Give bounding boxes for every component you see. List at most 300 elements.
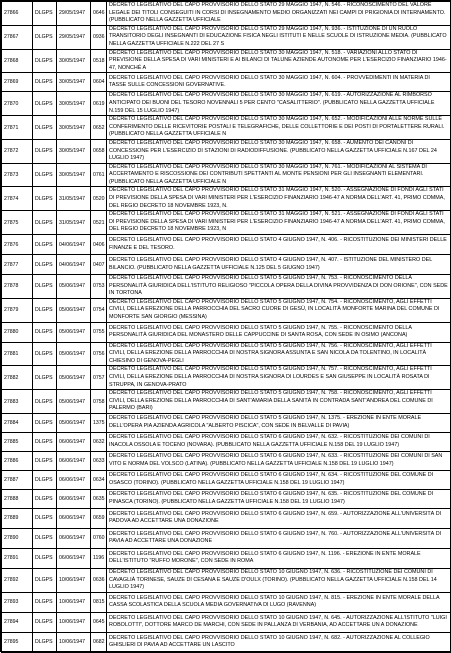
decree-type: DLGPS <box>35 535 53 542</box>
decree-description-cell <box>107 322 451 342</box>
decree-date: 30/05/1947 <box>59 79 85 86</box>
decree-type: DLGPS <box>35 515 53 522</box>
decree-date-cell <box>57 528 91 548</box>
decree-description: DECRETO LEGISLATIVO DEL CAPO PROVVISORIO DELLO STATO 5 GIUGNO 1947, N. 754. - RICONOSCIMENTO, AGLI EFFETTI CIVILI, DELLA EREZIONE DELLA PARROCCHIA DEL SACRO CUORE DI GESÙ, IN LOCALITÀ MONFORTE MARINA DEL COMUNE DI MONFORTE SAN GIORGIO (MESSINA) <box>109 298 440 320</box>
decree-number: 27889 <box>4 515 19 522</box>
decree-date-cell <box>57 25 91 49</box>
decree-description: DECRETO LEGISLATIVO DEL CAPO PROVVISORIO DELLO STATO 10 GIUGNO 1947, N. 682. - AUTORIZZAZIONE AL COLLEGIO GHISLIERI DI PAVIA AD ACCETTARE UN LASCITO <box>109 634 430 649</box>
decree-type: DLGPS <box>35 261 53 268</box>
decree-number-cell <box>2 508 33 528</box>
decree-type-cell <box>33 508 57 528</box>
decree-description-cell <box>107 2 451 26</box>
decree-code-cell <box>91 275 107 299</box>
decree-description-cell <box>107 413 451 432</box>
decree-description-cell <box>107 116 451 140</box>
decree-date-cell <box>57 489 91 508</box>
decree-number-cell <box>2 275 33 299</box>
decree-code: 0619 <box>93 100 105 107</box>
decree-code: 0761 <box>93 172 105 179</box>
decree-date-cell <box>57 592 91 612</box>
table-row <box>2 451 451 470</box>
decree-type: DLGPS <box>35 172 53 179</box>
decree-number-cell <box>2 632 33 652</box>
decree-date: 10/06/1947 <box>59 599 85 606</box>
decree-date: 05/06/1947 <box>59 283 85 290</box>
decree-date: 06/06/1947 <box>59 476 85 483</box>
decree-type: DLGPS <box>35 219 53 226</box>
decree-date-cell <box>57 548 91 568</box>
decree-code-cell <box>91 366 107 390</box>
decree-code: 0635 <box>93 495 105 502</box>
decree-number-cell <box>2 342 33 366</box>
decree-code-cell <box>91 489 107 508</box>
table-row <box>2 255 451 275</box>
decree-type: DLGPS <box>35 374 53 381</box>
decree-date: 10/06/1947 <box>59 639 85 646</box>
decree-code-cell <box>91 342 107 366</box>
decree-table <box>1 1 451 653</box>
decree-code: 0755 <box>93 329 105 336</box>
decree-type-cell <box>33 73 57 92</box>
decree-number-cell <box>2 528 33 548</box>
decree-date-cell <box>57 49 91 73</box>
decree-number-cell <box>2 187 33 211</box>
decree-date: 06/06/1947 <box>59 495 85 502</box>
decree-date-cell <box>57 612 91 632</box>
decree-code: 0659 <box>93 515 105 522</box>
decree-date-cell <box>57 568 91 592</box>
decree-date-cell <box>57 451 91 470</box>
decree-description-cell <box>107 255 451 275</box>
decree-type-cell <box>33 413 57 432</box>
decree-description: DECRETO LEGISLATIVO DEL CAPO PROVVISORIO DELLO STATO 6 GIUGNO 1947, N. 635. - RICOSTITUZIONE DEL COMUNE DI PINASCA (TORINO). (PUBBLICATO NELLA GAZZETTA UFFICIALE N.158 DEL 19 LUGLIO 1947) <box>109 491 434 505</box>
decree-number-cell <box>2 592 33 612</box>
decree-description: DECRETO LEGISLATIVO DEL CAPO PROVVISORIO DELLO STATO 5 GIUGNO 1947, N. 755. - RICONOSCIMENTO DELLA PERSONALITÀ GIURIDICA DEL MONASTERO DELLE CAPPUCCINE DI SANTA ROSA, CON SEDE IN OSIMO (ANCONA) <box>109 324 412 339</box>
decree-rows <box>2 2 451 653</box>
decree-code: 0754 <box>93 307 105 314</box>
decree-description: DECRETO LEGISLATIVO DEL CAPO PROVVISORIO DELLO STATO 6 GIUGNO 1947, N. 632. - RICOSTITUZIONE DEI COMUNI DI INACOLA OSSOLA E TOCENO (NOVARA). (PUBBLICATO NELLA GAZZETTA UFFICIALE N.158 DEL 19 LUGLIO 1947) <box>109 434 430 448</box>
decree-type: DLGPS <box>35 283 53 290</box>
decree-code: 0652 <box>93 124 105 131</box>
decree-description-cell <box>107 211 451 235</box>
decree-date: 29/05/1947 <box>59 10 85 17</box>
decree-description: DECRETO LEGISLATIVO DEL CAPO PROVVISORIO DELLO STATO 10 GIUGNO 1947, N. 636. - RICOSTITUZIONE DEI COMUNI DI CAVAGLIÀ TORINESE, SAUZE DI CESANA E SAUZE D'OULX (TORINO). (PUBBLICATO NELLA GAZZETTA UFFICIALE N.158 DEL 14 LUGLIO 1947) <box>109 568 437 591</box>
decree-date: 10/06/1947 <box>59 619 85 626</box>
decree-type: DLGPS <box>35 34 53 41</box>
decree-type: DLGPS <box>35 619 53 626</box>
decree-type-cell <box>33 255 57 275</box>
decree-code-cell <box>91 92 107 116</box>
decree-type-cell <box>33 568 57 592</box>
decree-date-cell <box>57 2 91 26</box>
decree-description: DECRETO LEGISLATIVO DEL CAPO PROVVISORIO DELLO STATO 30 MAGGIO 1947, N. 658. - AUMENTO DEI CANONI DI CONCESSIONE PER L'ESERCIZIO DI STAZIONI DI RADIODIFFUSIONE. (PUBBLICATO NELLA GAZZETTA UFFICIALE N.167 DEL 24 LUGLIO 1947) <box>109 139 437 162</box>
decree-code-cell <box>91 568 107 592</box>
decree-type-cell <box>33 451 57 470</box>
decree-date: 06/06/1947 <box>59 438 85 445</box>
decree-number-cell <box>2 163 33 187</box>
decree-type: DLGPS <box>35 495 53 502</box>
decree-code: 0756 <box>93 350 105 357</box>
table-row <box>2 508 451 528</box>
decree-date-cell <box>57 342 91 366</box>
table-row <box>2 432 451 451</box>
decree-type-cell <box>33 187 57 211</box>
table-row <box>2 390 451 414</box>
decree-description: DECRETO LEGISLATIVO DEL CAPO PROVVISORIO DELLO STATO 4 GIUGNO 1947, N. 406. - RICOSTITUZIONE DEI MINISTERI DELLE FINANZE E DEL TESORO. <box>109 236 447 251</box>
decree-number: 27879 <box>4 307 19 314</box>
decree-code: 0634 <box>93 476 105 483</box>
decree-number-cell <box>2 612 33 632</box>
decree-type: DLGPS <box>35 350 53 357</box>
decree-type-cell <box>33 470 57 489</box>
decree-number: 27881 <box>4 350 19 357</box>
decree-date-cell <box>57 390 91 414</box>
decree-type-cell <box>33 298 57 322</box>
decree-type: DLGPS <box>35 148 53 155</box>
decree-description-cell <box>107 366 451 390</box>
decree-description-cell <box>107 568 451 592</box>
decree-code-cell <box>91 451 107 470</box>
decree-number-cell <box>2 139 33 163</box>
table-row <box>2 470 451 489</box>
decree-date-cell <box>57 116 91 140</box>
decree-description-cell <box>107 275 451 299</box>
decree-number: 27880 <box>4 329 19 336</box>
decree-code-cell <box>91 298 107 322</box>
decree-code: 1196 <box>93 555 105 562</box>
decree-code-cell <box>91 25 107 49</box>
decree-code-cell <box>91 470 107 489</box>
decree-type-cell <box>33 528 57 548</box>
decree-number-cell <box>2 92 33 116</box>
decree-type-cell <box>33 49 57 73</box>
decree-code-cell <box>91 2 107 26</box>
decree-code: 0760 <box>93 535 105 542</box>
decree-description: DECRETO LEGISLATIVO DEL CAPO PROVVISORIO DELLO STATO 30 MAGGIO 1947, N. 604. - PROVVEDIMENTI IN MATERIA DI TASSE SULLE CONCESSIONI GOVERNATIVE. <box>109 74 430 89</box>
decree-code-cell <box>91 432 107 451</box>
decree-code-cell <box>91 508 107 528</box>
table-row <box>2 275 451 299</box>
table-row <box>2 211 451 235</box>
decree-type-cell <box>33 275 57 299</box>
decree-number-cell <box>2 298 33 322</box>
decree-number-cell <box>2 470 33 489</box>
decree-description-cell <box>107 235 451 255</box>
decree-description: DECRETO LEGISLATIVO DEL CAPO PROVVISORIO DELLO STATO 30 MAGGIO 1947, N. 619. - AUTORIZZAZIONE AL RIMBORSO ANTICIPATO DEI BUONI DEL TESORO NOVENNALI 5 PER CENTO "CASALITTERIO". (PUBBLICATO NELLA GAZZETTA UFFICIALE N.159 DEL 15 LUGLIO 1947) <box>109 92 435 114</box>
decree-code-cell <box>91 548 107 568</box>
decree-type-cell <box>33 632 57 652</box>
decree-type-cell <box>33 366 57 390</box>
decree-number-cell <box>2 116 33 140</box>
decree-type-cell <box>33 235 57 255</box>
decree-date-cell <box>57 366 91 390</box>
table-row <box>2 235 451 255</box>
decree-number: 27874 <box>4 195 19 202</box>
decree-type-cell <box>33 390 57 414</box>
table-row <box>2 632 451 652</box>
decree-number: 27878 <box>4 283 19 290</box>
decree-description-cell <box>107 139 451 163</box>
decree-number: 27892 <box>4 577 19 584</box>
decree-type-cell <box>33 548 57 568</box>
decree-number-cell <box>2 432 33 451</box>
decree-date: 31/05/1947 <box>59 219 85 226</box>
decree-code-cell <box>91 413 107 432</box>
decree-code: 0406 <box>93 241 105 248</box>
decree-number: 27866 <box>4 10 19 17</box>
decree-date: 30/05/1947 <box>59 100 85 107</box>
decree-description-cell <box>107 470 451 489</box>
decree-date-cell <box>57 235 91 255</box>
decree-description: DECRETO LEGISLATIVO DEL CAPO PROVVISORIO DELLO STATO 30 MAGGIO 1947, N. 761. - MODIFICAZIONI AL SISTEMA DI ACCERTAMENTO E RISCOSSIONE DEI CONTRIBUTI SPETTANTI AL MONTE PENSIONI PER GLI INSEGNANTI ELEMENTARI. (PUBBLICATO NELLA GAZZETTA UFFICIALE N <box>109 163 427 185</box>
decree-type-cell <box>33 25 57 49</box>
decree-date: 04/06/1947 <box>59 241 85 248</box>
decree-date: 31/05/1947 <box>59 195 85 202</box>
decree-date: 05/06/1947 <box>59 419 85 426</box>
table-row <box>2 489 451 508</box>
table-row <box>2 139 451 163</box>
decree-date-cell <box>57 139 91 163</box>
decree-description: DECRETO LEGISLATIVO DEL CAPO PROVVISORIO DELLO STATO 30 MAGGIO 1947, N. 518. - VARIAZIONI ALLO STATO DI PREVISIONE DELLA SPESA DI VARI MINISTERI E AI BILANCI DI TALUNE AZIENDE AUTONOME PER L'ESERCIZIO FINANZIARIO 1946-47, NONCHÉ A <box>109 49 447 71</box>
decree-description-cell <box>107 92 451 116</box>
decree-description: DECRETO LEGISLATIVO DEL CAPO PROVVISORIO DELLO STATO 6 GIUGNO 1947, N. 634. - RICOSTITUZIONE DEL COMUNE DI OSASCO (TORINO). (PUBBLICATO NELLA GAZZETTA UFFICIALE N.158 DEL 19 LUGLIO 1947) <box>109 472 434 486</box>
decree-number: 27887 <box>4 476 19 483</box>
decree-date-cell <box>57 470 91 489</box>
table-row <box>2 322 451 342</box>
decree-date-cell <box>57 275 91 299</box>
decree-number: 27895 <box>4 639 19 646</box>
decree-type-cell <box>33 163 57 187</box>
decree-type: DLGPS <box>35 195 53 202</box>
decree-type: DLGPS <box>35 241 53 248</box>
decree-date: 06/06/1947 <box>59 515 85 522</box>
decree-code: 0757 <box>93 374 105 381</box>
decree-description-cell <box>107 451 451 470</box>
table-row <box>2 366 451 390</box>
decree-description-cell <box>107 632 451 652</box>
decree-number-cell <box>2 235 33 255</box>
decree-number: 27883 <box>4 398 19 405</box>
decree-description-cell <box>107 548 451 568</box>
table-row <box>2 342 451 366</box>
decree-description: DECRETO LEGISLATIVO DEL CAPO PROVVISORIO DELLO STATO 6 GIUGNO 1947, N. 1196. - EREZIONE IN ENTE MORALE DELL'ISTITUTO "RUFFO MORONE", CON SEDE IN ROMA <box>109 550 421 565</box>
decree-type: DLGPS <box>35 398 53 405</box>
decree-type: DLGPS <box>35 124 53 131</box>
decree-description-cell <box>107 390 451 414</box>
decree-number-cell <box>2 322 33 342</box>
decree-date: 10/06/1947 <box>59 577 85 584</box>
decree-code: 0646 <box>93 10 105 17</box>
decree-code-cell <box>91 235 107 255</box>
decree-number: 27894 <box>4 619 19 626</box>
decree-description-cell <box>107 25 451 49</box>
decree-number: 27867 <box>4 34 19 41</box>
decree-number: 27871 <box>4 124 19 131</box>
decree-number-cell <box>2 49 33 73</box>
decree-number: 27875 <box>4 219 19 226</box>
decree-date: 06/06/1947 <box>59 535 85 542</box>
decree-code-cell <box>91 163 107 187</box>
decree-number-cell <box>2 548 33 568</box>
decree-code: 0521 <box>93 219 105 226</box>
decree-date-cell <box>57 508 91 528</box>
decree-date: 05/06/1947 <box>59 350 85 357</box>
decree-code: 0407 <box>93 261 105 268</box>
decree-code-cell <box>91 390 107 414</box>
decree-number-cell <box>2 489 33 508</box>
decree-type: DLGPS <box>35 419 53 426</box>
decree-number: 27870 <box>4 100 19 107</box>
decree-code-cell <box>91 187 107 211</box>
decree-number-cell <box>2 390 33 414</box>
decree-description-cell <box>107 298 451 322</box>
decree-description: DECRETO LEGISLATIVO DEL CAPO PROVVISORIO DELLO STATO 5 GIUGNO 1947, N. 757. - RICONOSCIMENTO, AGLI EFFETTI CIVILI, DELLA EREZIONE DELLA PARROCCHIA DI NOSTRA SIGNORA DI LOURDES E SAN GIUSEPPE IN LOCALITÀ ROSATA DI STRUPPA, IN GENOVA-PRATO <box>109 366 432 388</box>
decree-number: 27873 <box>4 172 19 179</box>
decree-type-cell <box>33 592 57 612</box>
table-row <box>2 163 451 187</box>
decree-type: DLGPS <box>35 79 53 86</box>
decree-date-cell <box>57 92 91 116</box>
decree-date-cell <box>57 255 91 275</box>
decree-code-cell <box>91 116 107 140</box>
table-row <box>2 548 451 568</box>
decree-type: DLGPS <box>35 100 53 107</box>
decree-number: 27876 <box>4 241 19 248</box>
decree-description-cell <box>107 489 451 508</box>
table-row <box>2 413 451 432</box>
decree-code-cell <box>91 73 107 92</box>
decree-date: 30/05/1947 <box>59 57 85 64</box>
decree-type-cell <box>33 342 57 366</box>
decree-code: 0682 <box>93 639 105 646</box>
table-row <box>2 25 451 49</box>
decree-code: 0633 <box>93 457 105 464</box>
decree-description-cell <box>107 432 451 451</box>
table-row <box>2 298 451 322</box>
table-row <box>2 116 451 140</box>
decree-code: 0518 <box>93 57 105 64</box>
decree-description: DECRETO LEGISLATIVO DEL CAPO PROVVISORIO DELLO STATO 30 MAGGIO 1947, N. 652. - MODIFICAZIONI ALLE NORME SULLE CONFERIMENTO DELLE RICEVITORIE POSTALI E TELEGRAFICHE, DELLE COLLETTORIE E DEI POSTI DI PORTALETTERE RURALI. (PUBBLICATO NELLA GAZZETTA UFFICIALE N <box>109 116 445 138</box>
decree-code-cell <box>91 322 107 342</box>
decree-code: 0645 <box>93 619 105 626</box>
decree-description: DECRETO LEGISLATIVO DEL CAPO PROVVISORIO DELLO STATO 10 GIUGNO 1947, N. 645. - AUTORIZZAZIONE ALL'ISTITUTO "LUIGI ROBOLOTTI", DOTTORE MARCO DE MARCHI, CON SEDE IN PALLANZA DI VERBANIA, AD ACCETTARE UN A DONAZIONE <box>109 614 447 629</box>
decree-number: 27893 <box>4 599 19 606</box>
decree-description: DECRETO LEGISLATIVO DEL CAPO PROVVISORIO DELLO STATO 29 MAGGIO 1947, N. 936. - ISTITUZIONE DI UN RUOLO TRANSITORIO DEGLI INSEGNANTI DI EDUCAZIONE FISICA NEGLI ISTITUTI E NELLE SCUOLE DI ISTRUZIONE MEDIA. (PUBBLICATO NELLA GAZZETTA UFFICIALE N.222 DEL 27 S <box>109 25 447 47</box>
decree-number-cell <box>2 366 33 390</box>
decree-code-cell <box>91 592 107 612</box>
decree-code-cell <box>91 632 107 652</box>
decree-type: DLGPS <box>35 10 53 17</box>
decree-number-cell <box>2 73 33 92</box>
table-row <box>2 2 451 26</box>
decree-date: 30/05/1947 <box>59 172 85 179</box>
decree-description-cell <box>107 342 451 366</box>
decree-number-cell <box>2 2 33 26</box>
decree-code: 1375 <box>93 419 105 426</box>
decree-date-cell <box>57 298 91 322</box>
decree-description: DECRETO LEGISLATIVO DEL CAPO PROVVISORIO DELLO STATO 5 GIUGNO 1947, N. 753. - RICONOSCIMENTO DELLA PERSONALITÀ GIURIDICA DELL'ISTITUTO RELIGIOSO "PICCOLA OPERA DELLA DIVINA PROVVIDENZA DI DON ORIONE", CON SEDE IN TORTONA <box>109 275 448 297</box>
decree-number-cell <box>2 568 33 592</box>
decree-description-cell <box>107 187 451 211</box>
decree-number: 27885 <box>4 438 19 445</box>
decree-date-cell <box>57 163 91 187</box>
decree-type-cell <box>33 612 57 632</box>
decree-type-cell <box>33 322 57 342</box>
decree-description-cell <box>107 528 451 548</box>
decree-code-cell <box>91 255 107 275</box>
table-row <box>2 592 451 612</box>
decree-code-cell <box>91 612 107 632</box>
decree-number-cell <box>2 25 33 49</box>
decree-description: DECRETO LEGISLATIVO DEL CAPO PROVVISORIO DELLO STATO 6 GIUGNO 1947, N. 633. - RICOSTITUZIONE DEI COMUNI DI SAN VITO E NORMA DEL VOLSCO (LATINA). (PUBBLICATO NELLA GAZZETTA UFFICIALE N.158 DEL 19 LUGLIO 1947) <box>109 453 443 467</box>
decree-description-cell <box>107 49 451 73</box>
decree-date: 06/06/1947 <box>59 555 85 562</box>
decree-type: DLGPS <box>35 639 53 646</box>
decree-description: DECRETO LEGISLATIVO DEL CAPO PROVVISORIO DELLO STATO 10 GIUGNO 1947, N. 815. - EREZIONE IN ENTE MORALE DELLA CASSA SCOLASTICA DELLA SCUOLA MEDIA GOVERNATIVA DI LUGO (RAVENNA) <box>109 594 440 609</box>
decree-number: 27869 <box>4 79 19 86</box>
decree-type: DLGPS <box>35 438 53 445</box>
decree-type-cell <box>33 116 57 140</box>
decree-description: DECRETO LEGISLATIVO DEL CAPO PROVVISORIO DELLO STATO 4 GIUGNO 1947, N. 407. - ISTITUZIONE DEL MINISTERO DEL BILANCIO. (PUBBLICATO NELLA GAZZETTA UFFICIALE N.125 DEL 5 GIUGNO 1947) <box>109 256 433 271</box>
decree-description: DECRETO LEGISLATIVO DEL CAPO PROVVISORIO DELLO STATO 5 GIUGNO 1947, N. 756. - RICONOSCIMENTO, AGLI EFFETTI CIVILI, DELLA EREZIONE DELLA PARROCCHIA DI NOSTRA SIGNORA ASSUNTA E SAN NICOLA DA TOLENTINO, IN LOCALITÀ CHIESINO DI GENOVA-PEGLI <box>109 342 432 364</box>
decree-code: 0520 <box>93 195 105 202</box>
decree-number: 27877 <box>4 261 19 268</box>
decree-date: 05/06/1947 <box>59 398 85 405</box>
decree-description: DECRETO LEGISLATIVO DEL CAPO PROVVISORIO DELLO STATO 29 MAGGIO 1947, N. 546. - RICONOSCIMENTO DEL VALORE LEGALE DEI TITOLI CONSEGUITI IN CORSI DI INSEGNAMENTO MEDIO ORGANIZZATI NEI CAMPI DI PRIGIONIA DI INTERNAMENTO. (PUBBLICATO NELLA GAZZETTA UFFICIALE <box>109 2 446 24</box>
decree-description-cell <box>107 508 451 528</box>
decree-type-cell <box>33 489 57 508</box>
decree-number: 27868 <box>4 57 19 64</box>
decree-number-cell <box>2 255 33 275</box>
decree-code: 0815 <box>93 599 105 606</box>
decree-type: DLGPS <box>35 599 53 606</box>
decree-number: 27872 <box>4 148 19 155</box>
decree-description: DECRETO LEGISLATIVO DEL CAPO PROVVISORIO DELLO STATO 31 MAGGIO 1947, N. 521. - ASSEGNAZIONE DI FONDI AGLI STATI DI PREVISIONE DELLA SPESA DI VARI MINISTERI PER L'ESERCIZIO FINANZIARIO 1946-47 A NORMA DELL'ART. 41, PRIMO COMMA, DEL REGIO DECRETO 18 NOVEMBRE 1923, N <box>109 211 445 233</box>
decree-date: 05/06/1947 <box>59 374 85 381</box>
table-row <box>2 528 451 548</box>
decree-date: 04/06/1947 <box>59 261 85 268</box>
decree-number: 27882 <box>4 374 19 381</box>
table-row <box>2 187 451 211</box>
decree-number: 27884 <box>4 419 19 426</box>
decree-number-cell <box>2 413 33 432</box>
decree-number: 27886 <box>4 457 19 464</box>
decree-date-cell <box>57 632 91 652</box>
decree-code-cell <box>91 139 107 163</box>
decree-date-cell <box>57 322 91 342</box>
decree-type: DLGPS <box>35 307 53 314</box>
decree-type-cell <box>33 139 57 163</box>
decree-date: 29/05/1947 <box>59 34 85 41</box>
decree-type: DLGPS <box>35 577 53 584</box>
decree-type: DLGPS <box>35 329 53 336</box>
decree-number: 27888 <box>4 495 19 502</box>
decree-date: 30/05/1947 <box>59 124 85 131</box>
decree-description: DECRETO LEGISLATIVO DEL CAPO PROVVISORIO DELLO STATO 6 GIUGNO 1947, N. 760. - AUTORIZZAZIONE ALL'UNIVERSITÀ DI PAVIA AD ACCETTARE UNA DONAZIONE <box>109 530 442 545</box>
decree-description-cell <box>107 73 451 92</box>
decree-date-cell <box>57 187 91 211</box>
decree-type: DLGPS <box>35 555 53 562</box>
table-row <box>2 612 451 632</box>
decree-date-cell <box>57 73 91 92</box>
table-row <box>2 49 451 73</box>
decree-description: DECRETO LEGISLATIVO DEL CAPO PROVVISORIO DELLO STATO 6 GIUGNO 1947, N. 659. - AUTORIZZAZIONE ALL'UNIVERSITÀ DI PADOVA AD ACCETTARE UNA DONAZIONE <box>109 510 442 525</box>
decree-code-cell <box>91 528 107 548</box>
decree-number: 27890 <box>4 535 19 542</box>
decree-number-cell <box>2 451 33 470</box>
decree-type: DLGPS <box>35 476 53 483</box>
decree-date-cell <box>57 432 91 451</box>
